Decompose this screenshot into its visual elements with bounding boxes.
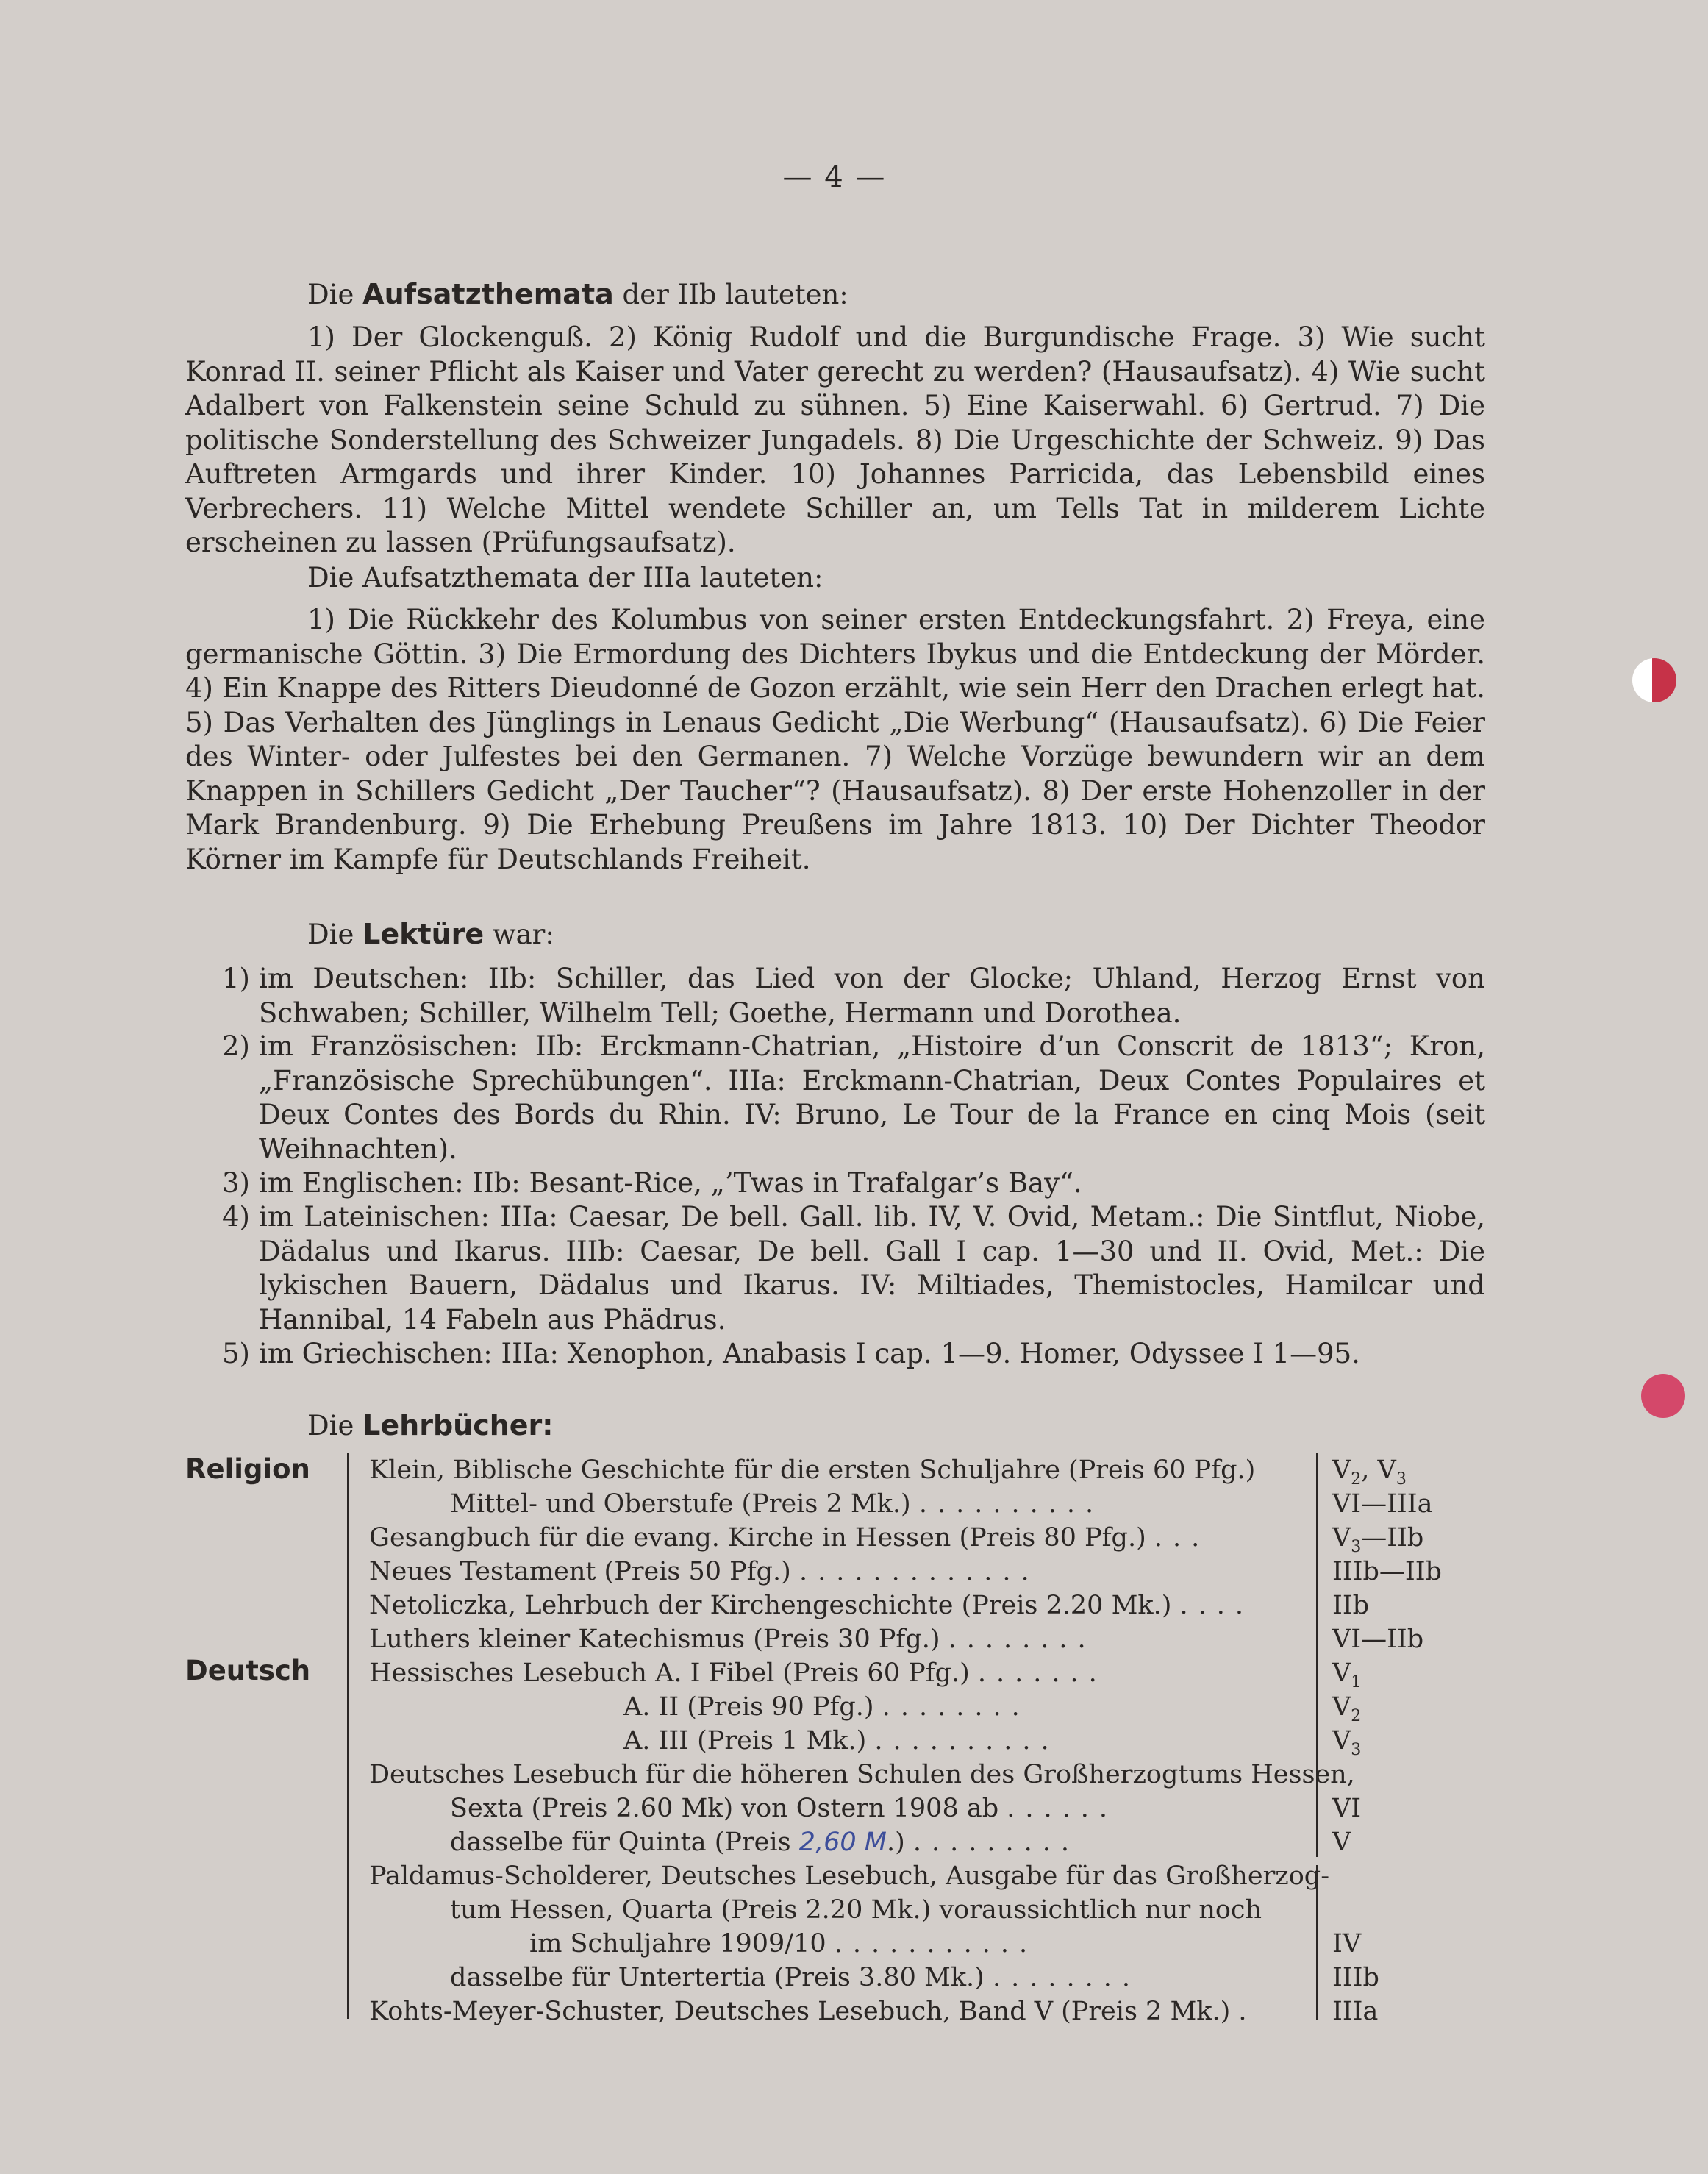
book-class: IIIb—IIb: [1332, 1557, 1442, 1586]
heading-bold: Lehrbücher:: [362, 1409, 554, 1441]
book-title: im Schuljahre 1909/10: [529, 1929, 826, 1959]
table-row: im Schuljahre 1909/10 ........... IV: [0, 1927, 1544, 1961]
book-title: Netoliczka, Lehrbuch der Kirchengeschichte (Preis 2.20 Mk.): [369, 1591, 1172, 1620]
table-row: Gesangbuch für die evang. Kirche in Hessen (Preis 80 Pfg.) ... $V_3—IIb$: [0, 1521, 1544, 1555]
book-title: dasselbe für Untertertia (Preis 3.80 Mk.): [450, 1963, 985, 1992]
table-row: Sexta (Preis 2.60 Mk) von Ostern 1908 ab ...... VI: [0, 1792, 1544, 1825]
list-text: im Deutschen: IIb: Schiller, das Lied von der Glocke; Uhland, Herzog Ernst von Schwaben; Schiller, Wilhelm Tell; Goethe, Hermann und Dorothea.: [259, 963, 1485, 1029]
book-class: IV: [1332, 1929, 1362, 1959]
handwritten-price: 2,60 M: [798, 1828, 887, 1857]
book-title: A. III (Preis 1 Mk.): [623, 1726, 867, 1756]
heading-prefix: Die: [307, 919, 354, 950]
book-title: A. II (Preis 90 Pfg.): [623, 1692, 874, 1722]
book-title: Hessisches Lesebuch A. I Fibel (Preis 60 Pfg.): [369, 1658, 970, 1688]
book-class: VI—IIb: [1332, 1625, 1424, 1654]
list-item: [213, 1030, 1485, 1166]
list-number: 1): [222, 963, 250, 994]
heading-prefix: Die: [307, 279, 354, 310]
punch-hole-mark: [1632, 658, 1676, 702]
book-title: Gesangbuch für die evang. Kirche in Hessen (Preis 80 Pfg.): [369, 1523, 1146, 1553]
book-class: V: [1332, 1828, 1351, 1857]
class-subscript: 3: [1396, 1470, 1407, 1489]
book-title: Deutsches Lesebuch für die höheren Schulen des Großherzogtums Hessen,: [369, 1760, 1355, 1789]
book-title: Sexta (Preis 2.60 Mk) von Ostern 1908 ab: [450, 1794, 999, 1823]
heading-suffix: der IIb lauteten:: [622, 279, 848, 310]
table-row: A. II (Preis 90 Pfg.) ........ $V_2$: [0, 1690, 1544, 1724]
class-letter: V: [1332, 1455, 1351, 1485]
class-rest: —IIb: [1361, 1523, 1424, 1553]
book-class: VI—IIIa: [1332, 1489, 1433, 1519]
book-title-suffix: .): [886, 1828, 905, 1857]
list-text: im Griechischen: IIIa: Xenophon, Anabasis I cap. 1—9. Homer, Odyssee I 1—95.: [259, 1338, 1360, 1369]
book-title: dasselbe für Quinta (Preis: [450, 1828, 791, 1857]
table-row: Hessisches Lesebuch A. I Fibel (Preis 60 Pfg.) ....... $V_1$: [0, 1656, 1544, 1690]
list-item: [213, 1337, 1485, 1371]
table-row: Luthers kleiner Katechismus (Preis 30 Pfg.) ........ VI—IIb: [0, 1622, 1544, 1656]
table-row: Kohts-Meyer-Schuster, Deutsches Lesebuch, Band V (Preis 2 Mk.) . IIIa: [0, 1995, 1544, 2028]
aufsatz-iiia-text: 1) Die Rückkehr des Kolumbus von seiner ersten Entdeckungsfahrt. 2) Freya, eine germanische Göttin. 3) Die Ermordung des Dichters Ibykus und die Entdeckung der Mörder. 4) Ein Knappe des Ritters Dieudonné de Gozon erzählt, wie sein Herr den Drachen erlegt hat. 5) Das Verhalten des Jünglings in Lenaus Gedicht „Die Werbung“ (Hausaufsatz). 6) Die Feier des Winter- oder Julfestes bei den Germanen. 7) Welche Vorzüge bewundern wir an dem Knappen in Schillers Gedicht „Der Taucher“? (Hausaufsatz). 8) Der erste Hohenzoller in der Mark Brandenburg. 9) Die Erhebung Preußens im Jahre 1813. 10) Der Dichter Theodor Körner im Kampfe für Deutschlands Freiheit.: [185, 604, 1485, 875]
class-letter: V: [1332, 1726, 1351, 1756]
punch-hole-mark: [1641, 1374, 1685, 1418]
book-class: IIIa: [1332, 1997, 1379, 2026]
class-letter: V: [1332, 1692, 1351, 1722]
heading-suffix: war:: [492, 919, 554, 950]
table-row: [0, 1453, 1544, 1487]
class-subscript: 3: [1351, 1741, 1362, 1759]
list-number: 5): [222, 1338, 250, 1369]
book-class: IIIb: [1332, 1963, 1379, 1992]
list-number: 4): [222, 1201, 250, 1233]
list-text: im Lateinischen: IIIa: Caesar, De bell. Gall. lib. IV, V. Ovid, Metam.: Die Sintflut, Niobe, Dädalus und Ikarus. IIIb: Caesar, De bell. Gall I cap. 1—30 und II. Ovid, Met.: Die lykischen Bauern, Dädalus und Ikarus. IV: Miltiades, Themistocles, Hamilcar und Hannibal, 14 Fabeln aus Phädrus.: [259, 1201, 1485, 1336]
book-title: Neues Testament (Preis 50 Pfg.): [369, 1557, 791, 1586]
class-subscript: 1: [1351, 1673, 1362, 1692]
book-class: IIb: [1332, 1591, 1370, 1620]
table-row: A. III (Preis 1 Mk.) .......... $V_3$: [0, 1724, 1544, 1758]
list-item: [213, 1166, 1485, 1200]
table-row: Netoliczka, Lehrbuch der Kirchengeschichte (Preis 2.20 Mk.) .... IIb: [0, 1589, 1544, 1622]
book-title: Mittel- und Oberstufe (Preis 2 Mk.): [450, 1489, 911, 1519]
list-item: [213, 962, 1485, 1031]
list-text: im Englischen: IIb: Besant-Rice, „’Twas in Trafalgar’s Bay“.: [259, 1167, 1082, 1199]
table-row: dasselbe für Untertertia (Preis 3.80 Mk.) ........ IIIb: [0, 1961, 1544, 1995]
page-number: — 4 —: [782, 160, 887, 194]
lehrbuecher-heading: [307, 1409, 554, 1441]
list-item: [213, 1200, 1485, 1337]
heading-bold: Aufsatzthemata: [362, 278, 614, 310]
class-subscript: 2: [1351, 1707, 1362, 1725]
book-title: Luthers kleiner Katechismus (Preis 30 Pfg.): [369, 1625, 940, 1654]
aufsatz-iiia-heading: Die Aufsatzthemata der IIIa lauteten:: [307, 562, 823, 594]
table-row: Neues Testament (Preis 50 Pfg.) ............. IIIb—IIb: [0, 1555, 1544, 1589]
aufsatz-iib-text: 1) Der Glockenguß. 2) König Rudolf und die Burgundische Frage. 3) Wie sucht Konrad II. seiner Pflicht als Kaiser und Vater gerecht zu werden? (Hausaufsatz). 4) Wie sucht Adalbert von Falkenstein seine Schuld zu sühnen. 5) Eine Kaiserwahl. 6) Gertrud. 7) Die politische Sonderstellung des Schweizer Jungadels. 8) Die Urgeschichte der Schweiz. 9) Das Auftreten Armgards und ihrer Kinder. 10) Johannes Parricida, das Lebensbild eines Verbrechers. 11) Welche Mittel wendete Schiller an, um Tells Tat in milderem Lichte erscheinen zu lassen (Prüfungsaufsatz).: [185, 321, 1485, 558]
subject-religion: Religion: [185, 1453, 310, 1485]
heading-prefix: Die: [307, 1410, 354, 1441]
class-subscript: 3: [1351, 1538, 1362, 1556]
class-letter: V: [1332, 1523, 1351, 1553]
table-row: [0, 1859, 1544, 1893]
list-number: 3): [222, 1167, 250, 1199]
book-class: VI: [1332, 1794, 1362, 1823]
aufsatz-iib-heading: [307, 278, 848, 310]
table-row: dasselbe für Quinta (Preis 2,60 M.) ......... V: [0, 1825, 1544, 1859]
book-title: Klein, Biblische Geschichte für die ersten Schuljahre (Preis 60 Pfg.): [369, 1455, 1256, 1485]
lektuere-heading: [307, 918, 554, 950]
table-row: [0, 1893, 1544, 1927]
list-text: im Französischen: IIb: Erckmann-Chatrian, „Histoire d’un Conscrit de 1813“; Kron, „Französische Sprechübungen“. IIIa: Erckmann-Chatrian, Deux Contes Populaires et Deux Contes des Bords du Rhin. IV: Bruno, Le Tour de la France en cinq Mois (seit Weihnachten).: [259, 1030, 1485, 1165]
book-title: Paldamus-Scholderer, Deutsches Lesebuch, Ausgabe für das Großherzog-: [369, 1861, 1330, 1891]
list-number: 2): [222, 1030, 250, 1062]
class-middle: , V: [1361, 1455, 1396, 1485]
class-subscript: 2: [1351, 1470, 1362, 1489]
heading-bold: Lektüre: [362, 918, 485, 950]
table-row: [0, 1758, 1544, 1792]
book-title: tum Hessen, Quarta (Preis 2.20 Mk.) voraussichtlich nur noch: [450, 1895, 1262, 1925]
book-title: Kohts-Meyer-Schuster, Deutsches Lesebuch, Band V (Preis 2 Mk.): [369, 1997, 1231, 2026]
class-letter: V: [1332, 1658, 1351, 1688]
table-row: Mittel- und Oberstufe (Preis 2 Mk.) .......... VI—IIIa: [0, 1487, 1544, 1521]
subject-deutsch: Deutsch: [185, 1655, 311, 1686]
